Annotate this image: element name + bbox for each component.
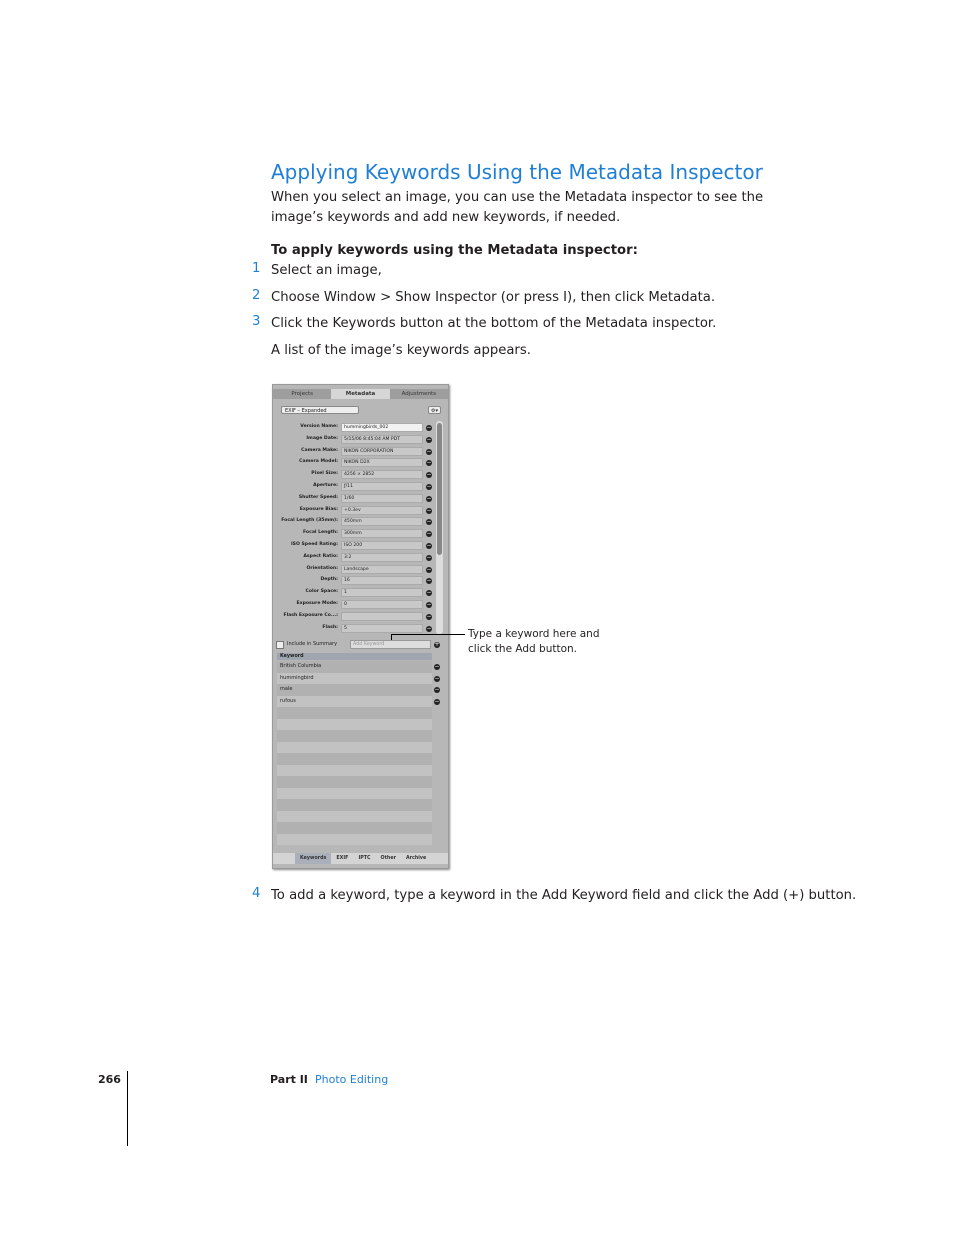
remove-field-icon[interactable]: − xyxy=(426,483,432,490)
callout-line xyxy=(391,634,392,640)
remove-field-icon[interactable]: − xyxy=(426,494,432,502)
procedure-heading: To apply keywords using the Metadata inspector: xyxy=(271,243,638,258)
empty-keyword-row xyxy=(277,811,432,823)
archive-button[interactable]: Archive xyxy=(405,856,427,861)
include-summary-checkbox[interactable] xyxy=(276,641,284,649)
field-value[interactable]: 0 xyxy=(341,600,423,609)
intro-paragraph: When you select an image, you can use the Metadata inspector to see the image’s keywords and add new keywords, if needed. xyxy=(271,190,764,225)
metadata-field-row xyxy=(273,576,433,586)
field-value[interactable]: NIKON D2X xyxy=(341,458,423,467)
scrollbar[interactable] xyxy=(436,421,443,634)
remove-field-icon[interactable]: − xyxy=(426,565,432,573)
callout-line xyxy=(391,634,465,635)
keyword-row[interactable] xyxy=(277,661,432,673)
metadata-field-row xyxy=(273,600,433,610)
remove-field-icon[interactable]: − xyxy=(426,506,432,514)
metadata-field-row xyxy=(273,482,433,492)
include-summary-label: Include in Summary xyxy=(287,641,338,647)
keyword-label: hummingbird xyxy=(280,674,314,681)
remove-keyword-icon[interactable]: − xyxy=(434,686,440,693)
field-value[interactable]: 1 xyxy=(341,588,423,597)
gear-icon[interactable]: ⚙▾ xyxy=(428,406,441,414)
scrollbar-thumb[interactable] xyxy=(437,423,442,555)
field-value[interactable]: 450mm xyxy=(341,517,423,526)
metadata-field-row xyxy=(273,470,433,480)
keyword-label: male xyxy=(280,686,293,692)
empty-keyword-row xyxy=(277,834,432,846)
remove-field-icon[interactable]: − xyxy=(426,612,432,620)
step-number: 4 xyxy=(252,886,261,901)
field-value[interactable]: 5/15/06 8:45:04 AM PDT xyxy=(341,435,423,444)
field-label: Color Space: xyxy=(305,589,338,595)
field-label: Focal Length: xyxy=(302,530,338,536)
remove-field-icon[interactable]: − xyxy=(426,447,432,455)
metadata-field-row xyxy=(273,529,433,539)
footer-part: Part II xyxy=(270,1073,308,1086)
keyword-row[interactable] xyxy=(277,696,432,708)
field-value[interactable]: hummingbirds_002 xyxy=(341,423,423,432)
metadata-field-row xyxy=(273,541,433,551)
metadata-field-row xyxy=(273,624,433,634)
footer-section: Photo Editing xyxy=(315,1073,389,1086)
remove-field-icon[interactable]: − xyxy=(426,624,432,632)
inspector-tabs xyxy=(273,389,448,399)
keyword-label: rufous xyxy=(280,697,296,704)
remove-field-icon[interactable]: − xyxy=(426,553,432,561)
step-text: Select an image, xyxy=(271,263,382,278)
field-label: Camera Make: xyxy=(301,447,338,453)
remove-keyword-icon[interactable]: − xyxy=(434,663,440,670)
exif-button[interactable]: EXIF xyxy=(336,856,349,861)
empty-keyword-row xyxy=(277,730,432,742)
field-value[interactable]: 4256 × 2852 xyxy=(341,470,423,479)
field-label: Flash Exposure Co...: xyxy=(283,612,338,618)
metadata-field-row xyxy=(273,565,433,575)
remove-field-icon[interactable]: − xyxy=(426,459,432,467)
field-value[interactable]: NIKON CORPORATION xyxy=(341,447,423,456)
empty-keyword-row xyxy=(277,822,432,834)
empty-keyword-row xyxy=(277,788,432,800)
metadata-field-row xyxy=(273,517,433,527)
callout-line-2: click the Add button. xyxy=(468,643,578,655)
field-value[interactable]: 1/60 xyxy=(341,494,423,503)
page-number: 266 xyxy=(98,1073,121,1086)
other-button[interactable]: Other xyxy=(380,856,396,861)
metadata-view-select[interactable]: EXIF – Expanded xyxy=(281,406,359,414)
step-text: Choose Window > Show Inspector (or press I), then click Metadata. xyxy=(271,290,716,305)
tab-metadata[interactable]: Metadata xyxy=(331,389,389,399)
remove-field-icon[interactable]: − xyxy=(426,577,432,585)
field-label: Camera Model: xyxy=(299,459,338,465)
metadata-field-row xyxy=(273,588,433,598)
metadata-inspector-screenshot xyxy=(272,384,449,869)
step-number: 3 xyxy=(252,314,261,329)
field-value[interactable] xyxy=(341,612,423,621)
step-result: A list of the image’s keywords appears. xyxy=(271,343,531,358)
remove-field-icon[interactable]: − xyxy=(426,589,432,597)
tab-adjustments[interactable]: Adjustments xyxy=(390,389,448,399)
field-value[interactable]: +0.3ev xyxy=(341,506,423,515)
field-label: Image Date: xyxy=(306,435,338,441)
empty-keyword-row xyxy=(277,799,432,811)
keyword-row[interactable] xyxy=(277,673,432,685)
metadata-field-row xyxy=(273,458,433,468)
field-value[interactable]: ISO 200 xyxy=(341,541,423,550)
remove-keyword-icon[interactable]: − xyxy=(434,697,440,705)
iptc-button[interactable]: IPTC xyxy=(358,856,371,861)
field-value[interactable]: 5 xyxy=(341,624,423,633)
remove-field-icon[interactable]: − xyxy=(426,542,432,549)
field-label: Exposure Bias: xyxy=(299,506,338,512)
field-label: Flash: xyxy=(322,624,338,630)
step-text: Click the Keywords button at the bottom of the Metadata inspector. xyxy=(271,316,717,331)
callout-line-1: Type a keyword here and xyxy=(468,628,600,640)
field-value[interactable]: 3:2 xyxy=(341,553,423,562)
add-keyword-button[interactable]: + xyxy=(434,641,440,648)
remove-field-icon[interactable]: − xyxy=(426,518,432,526)
field-label: Aspect Ratio: xyxy=(303,553,338,559)
field-value[interactable]: 300mm xyxy=(341,529,423,538)
metadata-field-row xyxy=(273,423,433,433)
field-label: Aperture: xyxy=(313,483,338,488)
metadata-field-row xyxy=(273,506,433,516)
field-label: Orientation: xyxy=(306,565,338,571)
remove-field-icon[interactable]: − xyxy=(426,530,432,538)
empty-keyword-row xyxy=(277,707,432,719)
empty-keyword-row xyxy=(277,776,432,788)
add-keyword-input[interactable]: Add Keyword xyxy=(350,640,431,649)
field-label: Exposure Mode: xyxy=(296,601,338,606)
field-value[interactable]: 16 xyxy=(341,576,423,585)
keyword-label: British Columbia xyxy=(280,663,322,669)
empty-keyword-row xyxy=(277,742,432,754)
field-label: Shutter Speed: xyxy=(298,494,338,500)
field-label: Version Name: xyxy=(300,424,338,429)
section-title: Applying Keywords Using the Metadata Inspector xyxy=(271,160,763,184)
metadata-field-row xyxy=(273,494,433,504)
metadata-field-row xyxy=(273,435,433,445)
step-number: 2 xyxy=(252,288,261,303)
metadata-field-row xyxy=(273,447,433,457)
empty-keyword-row xyxy=(277,765,432,777)
field-value[interactable]: Landscape xyxy=(341,565,423,574)
empty-keyword-row xyxy=(277,719,432,731)
keyword-row[interactable] xyxy=(277,684,432,696)
field-label: Focal Length (35mm): xyxy=(281,518,338,524)
field-label: Pixel Size: xyxy=(311,471,338,477)
remove-keyword-icon[interactable]: − xyxy=(434,674,440,682)
callout-text xyxy=(468,627,600,657)
step-number: 1 xyxy=(252,261,261,276)
tab-projects[interactable]: Projects xyxy=(273,389,331,399)
keywords-button[interactable]: Keywords xyxy=(295,853,331,864)
metadata-bottom-tabs xyxy=(273,853,448,864)
remove-field-icon[interactable]: − xyxy=(426,435,432,443)
metadata-field-row xyxy=(273,612,433,622)
metadata-field-row xyxy=(273,553,433,563)
empty-keyword-row xyxy=(277,753,432,765)
footer-divider xyxy=(127,1071,128,1146)
field-label: ISO Speed Rating: xyxy=(290,542,338,547)
field-value[interactable]: ƒ/11 xyxy=(341,482,423,491)
keyword-column-header[interactable]: Keyword xyxy=(277,653,432,660)
remove-field-icon[interactable]: − xyxy=(426,471,432,479)
step-text: To add a keyword, type a keyword in the Add Keyword field and click the Add (+) button. xyxy=(271,888,857,903)
remove-field-icon[interactable]: − xyxy=(426,601,432,608)
remove-field-icon[interactable]: − xyxy=(426,424,432,431)
field-label: Depth: xyxy=(320,577,338,583)
